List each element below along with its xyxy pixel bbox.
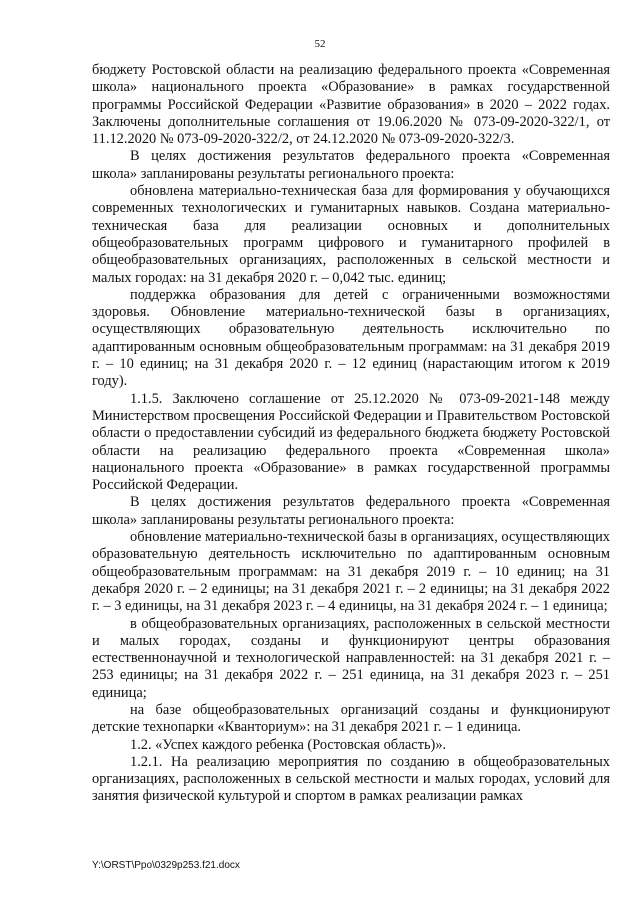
paragraph: обновление материально-технической базы в организациях, осуществляющих образовательную деятельность исключительно по адаптированным основным общеобразовательным программам: на 31 декабря 2019 г. – 10 единиц; на 31 декабря 2020 г. – 2 единицы; на 31 декабря 2021 г. – 2 единицы; на 31 декабря 2022 г. – 3 единицы, на 31 декабря 2023 г. – 4 единицы, на 31 декабря 2024 г. – 1 единица; xyxy=(92,529,610,615)
paragraph: бюджету Ростовской области на реализацию федерального проекта «Современная школа» национального проекта «Образование» в рамках государственной программы Российской Федерации «Развитие образования» в 2020 – 2022 годах. Заключены дополнительные соглашения от 19.06.2020 № 073-09-2020-322/1, от 11.12.2020 № 073-09-2020-322/2, от 24.12.2020 № 073-09-2020-322/3. xyxy=(92,62,610,148)
paragraph: поддержка образования для детей с ограниченными возможностями здоровья. Обновление материально-технической базы в организациях, осуществляющих образовательную деятельность исключительно по адаптированным основным общеобразовательным программам: на 31 декабря 2019 г. – 10 единиц; на 31 декабря 2020 г. – 12 единиц (нарастающим итогом к 2019 году). xyxy=(92,286,610,390)
document-body xyxy=(92,62,610,806)
paragraph: 1.2.1. На реализацию мероприятия по созданию в общеобразовательных организациях, расположенных в сельской местности и малых городах, условий для занятия физической культурой и спортом в рамках реализации рамках xyxy=(92,753,610,805)
paragraph: в общеобразовательных организациях, расположенных в сельской местности и малых городах, созданы и функционируют центры образования естественнонаучной и технологической направленностей: на 31 декабря 2021 г. – 253 единицы; на 31 декабря 2022 г. – 251 единица, на 31 декабря 2023 г. – 251 единица; xyxy=(92,615,610,701)
paragraph: на базе общеобразовательных организаций созданы и функционируют детские технопарки «Кванториум»: на 31 декабря 2021 г. – 1 единица. xyxy=(92,701,610,736)
paragraph: В целях достижения результатов федерального проекта «Современная школа» запланированы результаты регионального проекта: xyxy=(92,148,610,182)
section-heading: 1.2. «Успех каждого ребенка (Ростовская область)». xyxy=(130,736,447,753)
file-path-footer: Y:\ORST\Ppo\0329p253.f21.docx xyxy=(92,860,240,871)
paragraph: 1.1.5. Заключено соглашение от 25.12.2020 № 073-09-2021-148 между Министерством просвещения Российской Федерации и Правительством Ростовской области о предоставлении субсидий из федерального бюджета бюджету Ростовской области на реализацию федерального проекта «Современная школа» национального проекта «Образование» в рамках государственной программы Российской Федерации. xyxy=(92,390,610,494)
page-number: 52 xyxy=(314,38,326,50)
paragraph: обновлена материально-техническая база для формирования у обучающихся современных технологических и гуманитарных навыков. Создана материально-техническая база для реализации основных и дополнительных общеобразовательных программ цифрового и гуманитарного профилей в общеобразовательных организациях, расположенных в сельской местности и малых городах: на 31 декабря 2020 г. – 0,042 тыс. единиц; xyxy=(92,183,610,286)
paragraph: В целях достижения результатов федерального проекта «Современная школа» запланированы результаты регионального проекта: xyxy=(92,494,610,528)
